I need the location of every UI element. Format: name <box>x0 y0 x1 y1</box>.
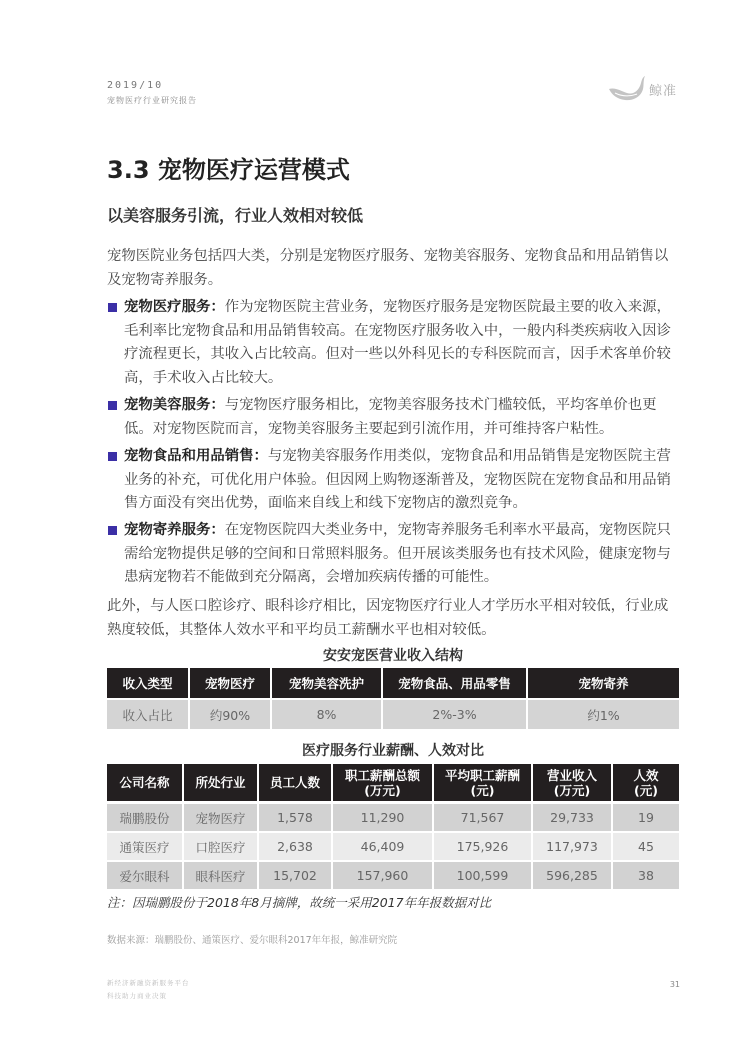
bullet-term: 宠物美容服务： <box>124 397 225 413</box>
page-number: 31 <box>669 980 680 989</box>
bullet-term: 宠物食品和用品销售： <box>124 448 268 464</box>
header-unit: (万元) <box>553 782 591 798</box>
subtitle: 以美容服务引流，行业人效相对较低 <box>107 206 364 225</box>
bullet-text: 与宠物医疗服务相比，宠物美容服务技术门槛较低，平均客单价也更低。对宠物医院而言，宠物美容服务主要起到引流作用，并可维持客户粘性。 <box>124 397 657 437</box>
table-header-cell: 宠物医疗 <box>189 668 271 699</box>
table-header-cell <box>612 764 679 803</box>
table-cell: 约1% <box>527 699 679 729</box>
table-cell: 19 <box>612 803 679 833</box>
section-title: 3.3 宠物医疗运营模式 <box>107 156 350 184</box>
bullet-item <box>107 519 681 590</box>
whale-logo-icon <box>607 75 647 103</box>
table-header-cell <box>532 764 612 803</box>
table-header-cell: 宠物寄养 <box>527 668 679 699</box>
header-line: 公司名称 <box>119 775 170 790</box>
bullet-square-icon <box>108 303 117 312</box>
table-cell: 15,702 <box>258 861 332 889</box>
table-cell: 100,599 <box>433 861 532 889</box>
header-unit: (万元) <box>364 782 401 798</box>
header-line: 职工薪酬总额 <box>344 767 420 783</box>
table-cell: 收入占比 <box>107 699 189 729</box>
footer-tagline: 科技助力商业决策 <box>107 992 167 1000</box>
table-cell: 157,960 <box>332 861 433 889</box>
table-cell: 38 <box>612 861 679 889</box>
table-cell: 596,285 <box>532 861 612 889</box>
table-cell: 瑞鹏股份 <box>107 803 183 833</box>
table-header-cell <box>258 764 332 803</box>
table-cell: 11,290 <box>332 803 433 833</box>
table-cell: 29,733 <box>532 803 612 833</box>
table-row <box>107 803 679 833</box>
table-note: 注：因瑞鹏股份于2018年8月摘牌，故统一采用2017年年报数据对比 <box>107 895 492 910</box>
bullet-text: 作为宠物医院主营业务，宠物医疗服务是宠物医院最主要的收入来源，毛利率比宠物食品和用品销售较高。在宠物医疗服务收入中，一般内科类疾病收入因诊疗流程更长，其收入占比较高。但对一些以外科见长的专科医院而言，因手术客单价较高，手术收入占比较大。 <box>124 299 671 386</box>
header-report-title: 宠物医疗行业研究报告 <box>107 96 197 105</box>
bullet-square-icon <box>108 401 117 410</box>
table-header-row <box>107 668 679 699</box>
bullet-term: 宠物医疗服务： <box>124 299 225 315</box>
header-unit: (元) <box>470 782 495 798</box>
bullet-item <box>107 445 681 516</box>
table-header-row <box>107 764 679 803</box>
logo-text: 鲸准 <box>649 84 678 99</box>
table-cell: 爱尔眼科 <box>107 861 183 889</box>
table-cell: 口腔医疗 <box>183 832 258 861</box>
intro-paragraph: 宠物医院业务包括四大类，分别是宠物医疗服务、宠物美容服务、宠物食品和用品销售以及宠物寄养服务。 <box>107 248 669 288</box>
table-cell: 1,578 <box>258 803 332 833</box>
table-cell: 117,973 <box>532 832 612 861</box>
table2-title: 医疗服务行业薪酬、人效对比 <box>302 743 484 759</box>
table-cell: 眼科医疗 <box>183 861 258 889</box>
table-cell: 2,638 <box>258 832 332 861</box>
header-date: 2019/10 <box>107 80 164 91</box>
table-header-cell <box>107 764 183 803</box>
header-line: 所处行业 <box>195 775 246 790</box>
bullet-text: 与宠物美容服务作用类似，宠物食品和用品销售是宠物医院主营业务的补充，可优化用户体验。但因网上购物逐渐普及，宠物医院在宠物食品和用品销售方面没有突出优势，面临来自线上和线下宠物店的激烈竞争。 <box>124 448 671 511</box>
table-header-cell <box>332 764 433 803</box>
table-row <box>107 861 679 889</box>
revenue-structure-table <box>107 668 679 729</box>
table-cell: 宠物医疗 <box>183 803 258 833</box>
table1-title: 安安宠医营业收入结构 <box>323 648 463 664</box>
header-line: 人效 <box>633 767 659 783</box>
bullet-square-icon <box>108 526 117 535</box>
logo <box>607 75 683 103</box>
table-header-cell: 宠物美容洗护 <box>271 668 382 699</box>
bullet-square-icon <box>108 452 117 461</box>
table-header-cell: 宠物食品、用品零售 <box>382 668 527 699</box>
header-line: 员工人数 <box>269 775 320 790</box>
table-header-cell <box>433 764 532 803</box>
table-cell: 175,926 <box>433 832 532 861</box>
header-unit: (元) <box>634 782 658 798</box>
bullet-term: 宠物寄养服务： <box>124 522 225 538</box>
data-source: 数据来源：瑞鹏股份、通策医疗、爱尔眼科2017年年报，鲸准研究院 <box>107 935 398 946</box>
table-cell: 约90% <box>189 699 271 729</box>
table-header-cell <box>183 764 258 803</box>
bullet-item <box>107 296 681 390</box>
table-cell: 8% <box>271 699 382 729</box>
table-cell: 通策医疗 <box>107 832 183 861</box>
salary-efficiency-table <box>107 764 679 889</box>
table-cell: 2%-3% <box>382 699 527 729</box>
bullet-text: 在宠物医院四大类业务中，宠物寄养服务毛利率水平最高，宠物医院只需给宠物提供足够的空间和日常照料服务。但开展该类服务也有技术风险，健康宠物与患病宠物若不能做到充分隔离，会增加疾病传播的可能性。 <box>124 522 671 585</box>
table-row <box>107 832 679 861</box>
table-cell: 71,567 <box>433 803 532 833</box>
footer-slogan: 新经济新融资新服务平台 <box>107 979 190 987</box>
table-cell: 46,409 <box>332 832 433 861</box>
header-line: 平均职工薪酬 <box>444 767 520 783</box>
bullet-item <box>107 394 681 441</box>
table-header-cell: 收入类型 <box>107 668 189 699</box>
closing-paragraph: 此外，与人医口腔诊疗、眼科诊疗相比，因宠物医疗行业人才学历水平相对较低，行业成熟度较低，其整体人效水平和平均员工薪酬水平也相对较低。 <box>107 598 669 638</box>
table-cell: 45 <box>612 832 679 861</box>
table-row <box>107 699 679 729</box>
header-line: 营业收入 <box>546 767 597 783</box>
